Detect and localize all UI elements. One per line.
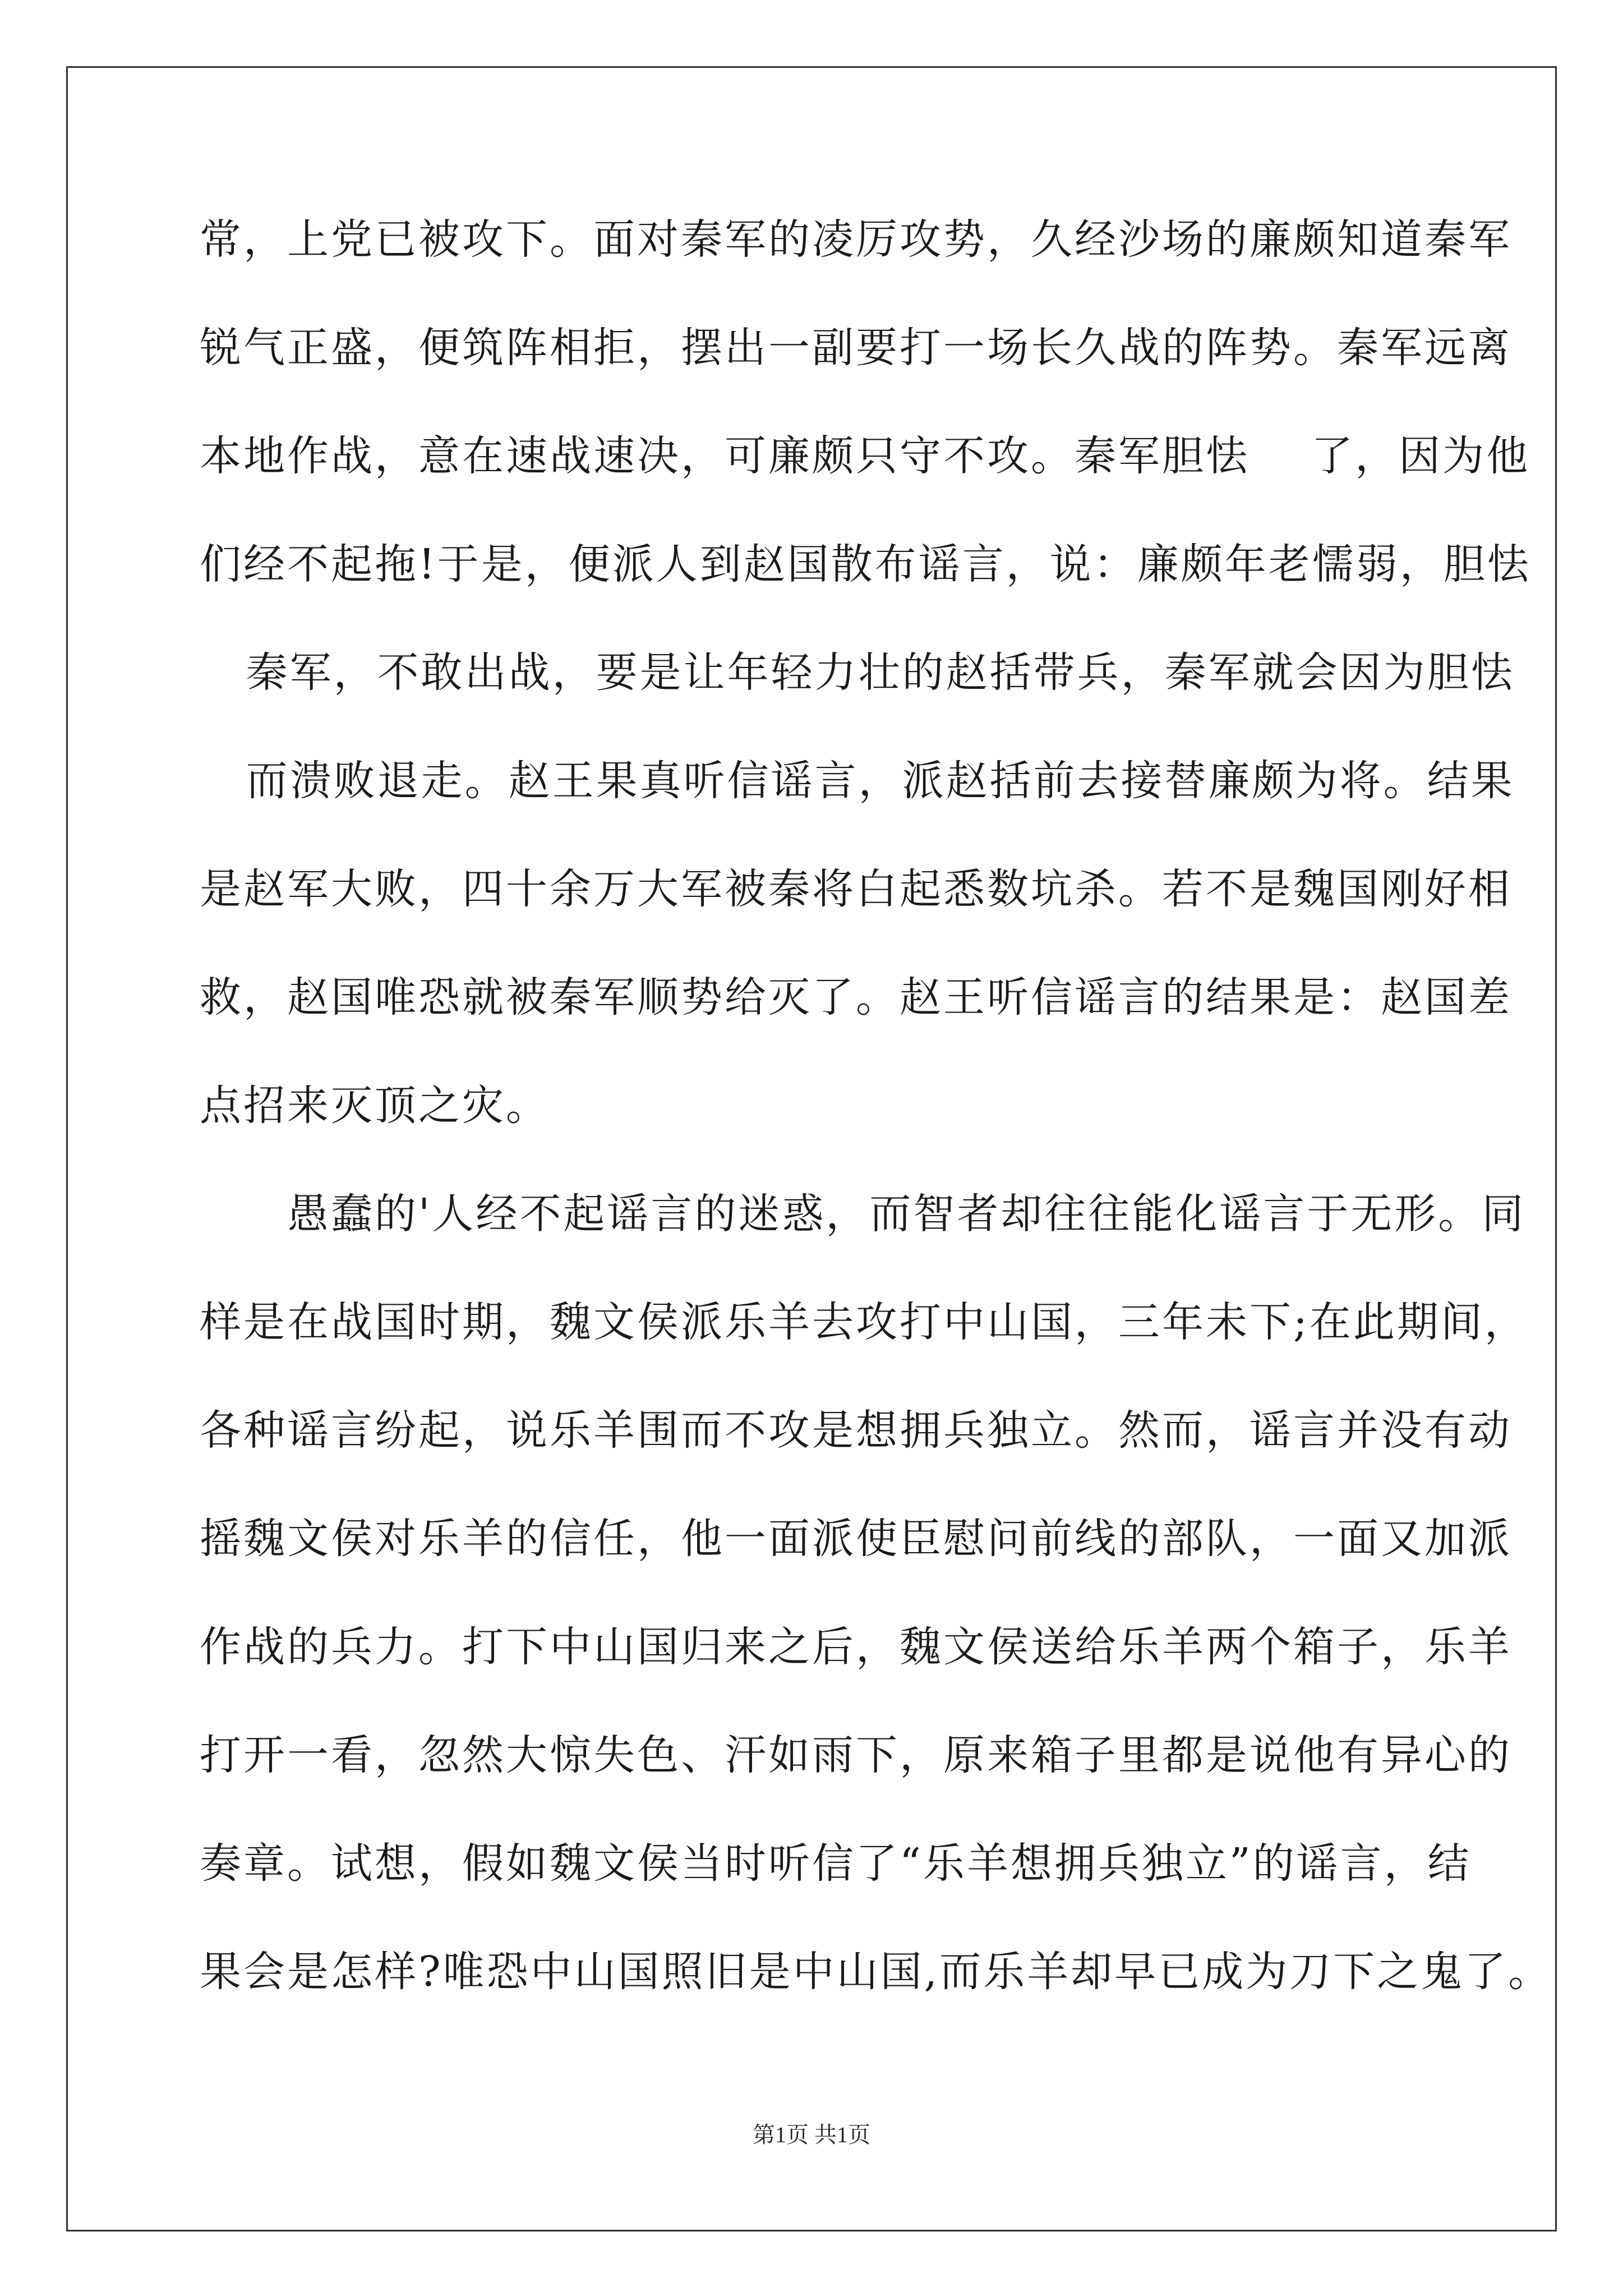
page-number-footer: 第1页 共1页: [753, 2122, 870, 2147]
text-line: 本地作战，意在速战速决，可廉颇只守不攻。秦军胆怯 了，因为他: [200, 432, 1530, 480]
text-line: 秦军，不敢出战，要是让年轻力壮的赵括带兵，秦军就会因为胆怯: [200, 648, 1515, 697]
text-line: 摇魏文侯对乐羊的信任，他一面派使臣慰问前线的部队，一面又加派: [200, 1515, 1512, 1563]
text-line: 奏章。试想，假如魏文侯当时听信了“乐羊想拥兵独立”的谣言，结: [200, 1839, 1472, 1888]
text-line: 而溃败退走。赵王果真听信谣言，派赵括前去接替廉颇为将。结果: [200, 757, 1515, 805]
text-line: 点招来灭顶之灾。: [200, 1082, 550, 1130]
text-line: 常，上党已被攻下。面对秦军的凌厉攻势，久经沙场的廉颇知道秦军: [200, 215, 1512, 264]
text-line: 作战的兵力。打下中山国归来之后，魏文侯送给乐羊两个箱子，乐羊: [200, 1623, 1512, 1671]
text-line: 样是在战国时期，魏文侯派乐羊去攻打中山国，三年未下;在此期间，: [200, 1298, 1528, 1346]
text-line: 打开一看，忽然大惊失色、汗如雨下，原来箱子里都是说他有异心的: [200, 1731, 1512, 1779]
text-line: 救，赵国唯恐就被秦军顺势给灭了。赵王听信谣言的结果是：赵国差: [200, 973, 1512, 1022]
text-line: 愚蠢的'人经不起谣言的迷惑，而智者却往往能化谣言于无形。同: [200, 1190, 1526, 1238]
text-line: 是赵军大败，四十余万大军被秦将白起悉数坑杀。若不是魏国刚好相: [200, 865, 1512, 913]
text-line: 果会是怎样?唯恐中山国照旧是中山国,而乐羊却早已成为刀下之鬼了。: [200, 1948, 1552, 1996]
text-line: 们经不起拖!于是，便派人到赵国散布谣言，说：廉颇年老懦弱，胆怯: [200, 540, 1531, 588]
page-border: [66, 66, 1557, 2231]
text-line: 锐气正盛，便筑阵相拒，摆出一副要打一场长久战的阵势。秦军远离: [200, 324, 1512, 372]
text-line: 各种谣言纷起，说乐羊围而不攻是想拥兵独立。然而，谣言并没有动: [200, 1406, 1512, 1455]
